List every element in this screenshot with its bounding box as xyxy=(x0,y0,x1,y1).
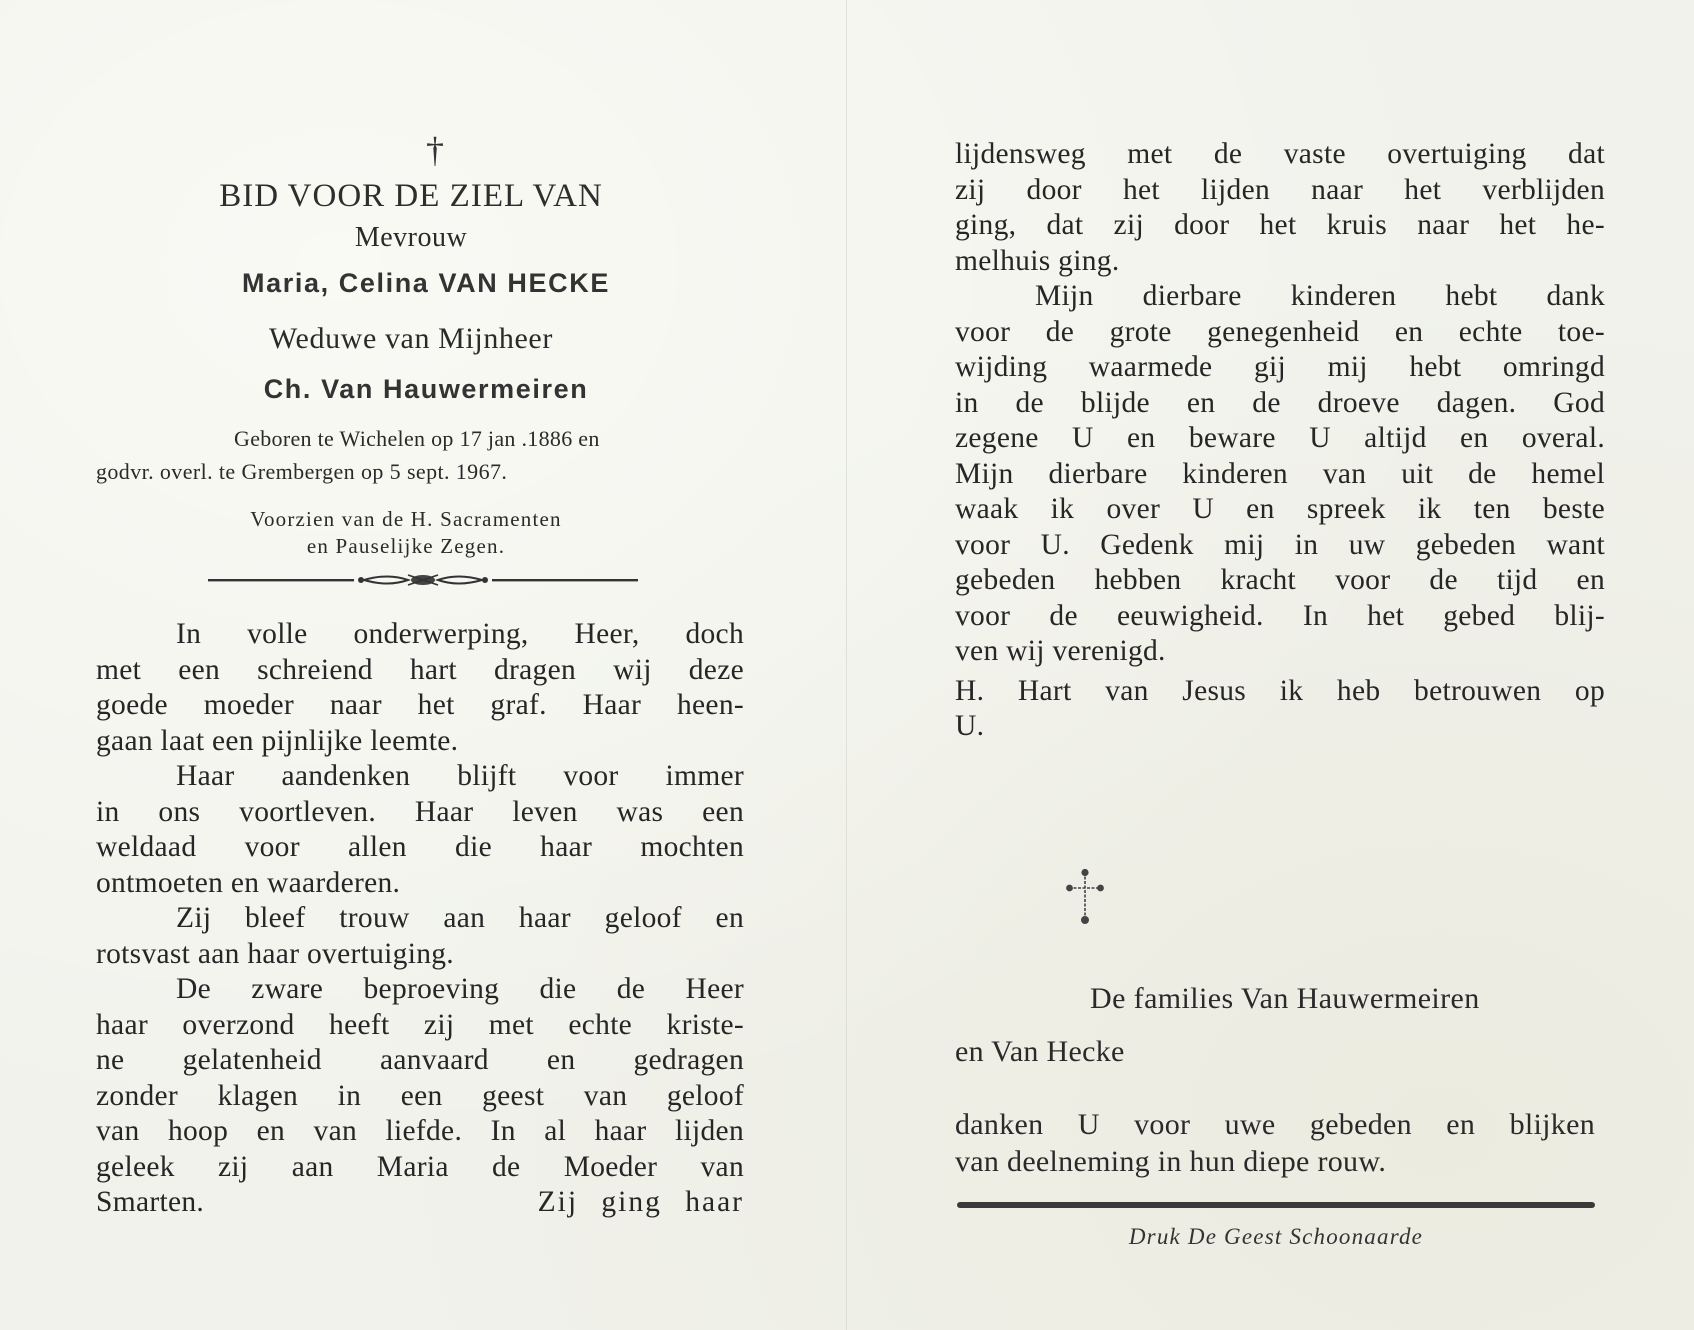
text-line: zij door het lijden naar het verblijden xyxy=(955,173,1605,206)
right-body-text xyxy=(955,137,1605,745)
text-line: In volle onderwerping, Heer, doch xyxy=(176,618,744,650)
text-line: goede moeder naar het graf. Haar heen- xyxy=(96,689,744,721)
families-line-1: De families Van Hauwermeiren xyxy=(1090,982,1480,1015)
death-line: godvr. overl. te Grembergen op 5 sept. 1967. xyxy=(96,459,508,484)
text-line: zegene U en beware U altijd en overal. xyxy=(955,422,1605,454)
horizontal-rule xyxy=(957,1202,1595,1208)
sacraments-line-2: en Pauselijke Zegen. xyxy=(306,534,506,558)
text-line: wijding waarmede gij mij hebt omringd xyxy=(955,351,1605,383)
text-line: Mijn dierbare kinderen van uit de hemel xyxy=(955,457,1605,490)
text-line: waak ik over U en spreek ik ten beste xyxy=(955,493,1605,525)
spouse-name: Ch. Van Hauwermeiren xyxy=(263,374,589,404)
sacraments-note xyxy=(126,506,686,560)
text-line: zonder klagen in een geest van geloof xyxy=(96,1079,744,1112)
text-line: gebeden hebben kracht voor de tijd en xyxy=(955,564,1605,596)
text-line: ontmoeten en waarderen. xyxy=(96,866,401,899)
text-line: U. xyxy=(955,710,985,742)
text-line: lijdensweg met de vaste overtuiging dat xyxy=(955,138,1605,170)
families-line-2: en Van Hecke xyxy=(955,1035,1125,1068)
text-line: Haar aandenken blijft voor immer xyxy=(176,760,744,792)
text-line: gaan laat een pijnlijke leemte. xyxy=(96,724,459,757)
text-line: geleek zij aan Maria de Moeder van xyxy=(96,1150,744,1183)
text-line: voor de grote genegenheid en echte toe- xyxy=(955,315,1605,348)
ornate-cross-icon xyxy=(1065,868,1105,928)
ornamental-divider-icon xyxy=(208,573,638,587)
text-line: weldaad voor allen die haar mochten xyxy=(96,831,744,863)
honorific: Mevrouw xyxy=(354,222,468,253)
text-line: van hoop en van liefde. In al haar lijden xyxy=(96,1115,744,1147)
text-line: in de blijde en de droeve dagen. God xyxy=(955,386,1605,419)
text-line-split xyxy=(96,1185,744,1221)
text-line: De zware beproeving die de Heer xyxy=(176,973,744,1005)
text-line: voor de eeuwigheid. In het gebed blij- xyxy=(955,599,1605,632)
text-line: ne gelatenheid aanvaard en gedragen xyxy=(96,1044,744,1076)
text-line: in ons voortleven. Haar leven was een xyxy=(96,795,744,828)
text-fragment: Zij ging haar xyxy=(537,1186,744,1218)
text-fragment: Smarten. xyxy=(96,1186,205,1218)
text-line: Zij bleef trouw aan haar geloof en xyxy=(176,902,744,934)
text-line: van deelneming in hun diepe rouw. xyxy=(955,1145,1387,1178)
fold-line xyxy=(846,0,847,1330)
text-line: haar overzond heeft zij met echte kriste- xyxy=(96,1008,744,1041)
thanks-text xyxy=(955,1106,1595,1180)
prayer-heading: BID VOOR DE ZIEL VAN xyxy=(219,178,603,214)
relation-text: Weduwe van Mijnheer xyxy=(269,322,553,355)
dagger-cross-icon: † xyxy=(426,130,444,170)
text-line: melhuis ging. xyxy=(955,244,1120,277)
text-line: Mijn dierbare kinderen hebt dank xyxy=(1035,280,1605,312)
text-line: ven wij verenigd. xyxy=(955,635,1166,667)
text-line: rotsvast aan haar overtuiging. xyxy=(96,937,454,970)
sacraments-line-1: Voorzien van de H. Sacramenten xyxy=(250,507,562,531)
text-line: danken U voor uwe gebeden en blijken xyxy=(955,1108,1595,1141)
birth-line: Geboren te Wichelen op 17 jan .1886 en xyxy=(234,426,600,451)
text-line: voor U. Gedenk mij in uw gebeden want xyxy=(955,528,1605,561)
deceased-name: Maria, Celina VAN HECKE xyxy=(242,268,610,298)
printer-credit: Druk De Geest Schoonaarde xyxy=(1128,1224,1424,1249)
left-body-text xyxy=(96,617,744,1221)
text-line: H. Hart van Jesus ik heb betrouwen op xyxy=(955,674,1605,707)
text-line: ging, dat zij door het kruis naar het he- xyxy=(955,209,1605,241)
text-line: met een schreiend hart dragen wij deze xyxy=(96,653,744,686)
